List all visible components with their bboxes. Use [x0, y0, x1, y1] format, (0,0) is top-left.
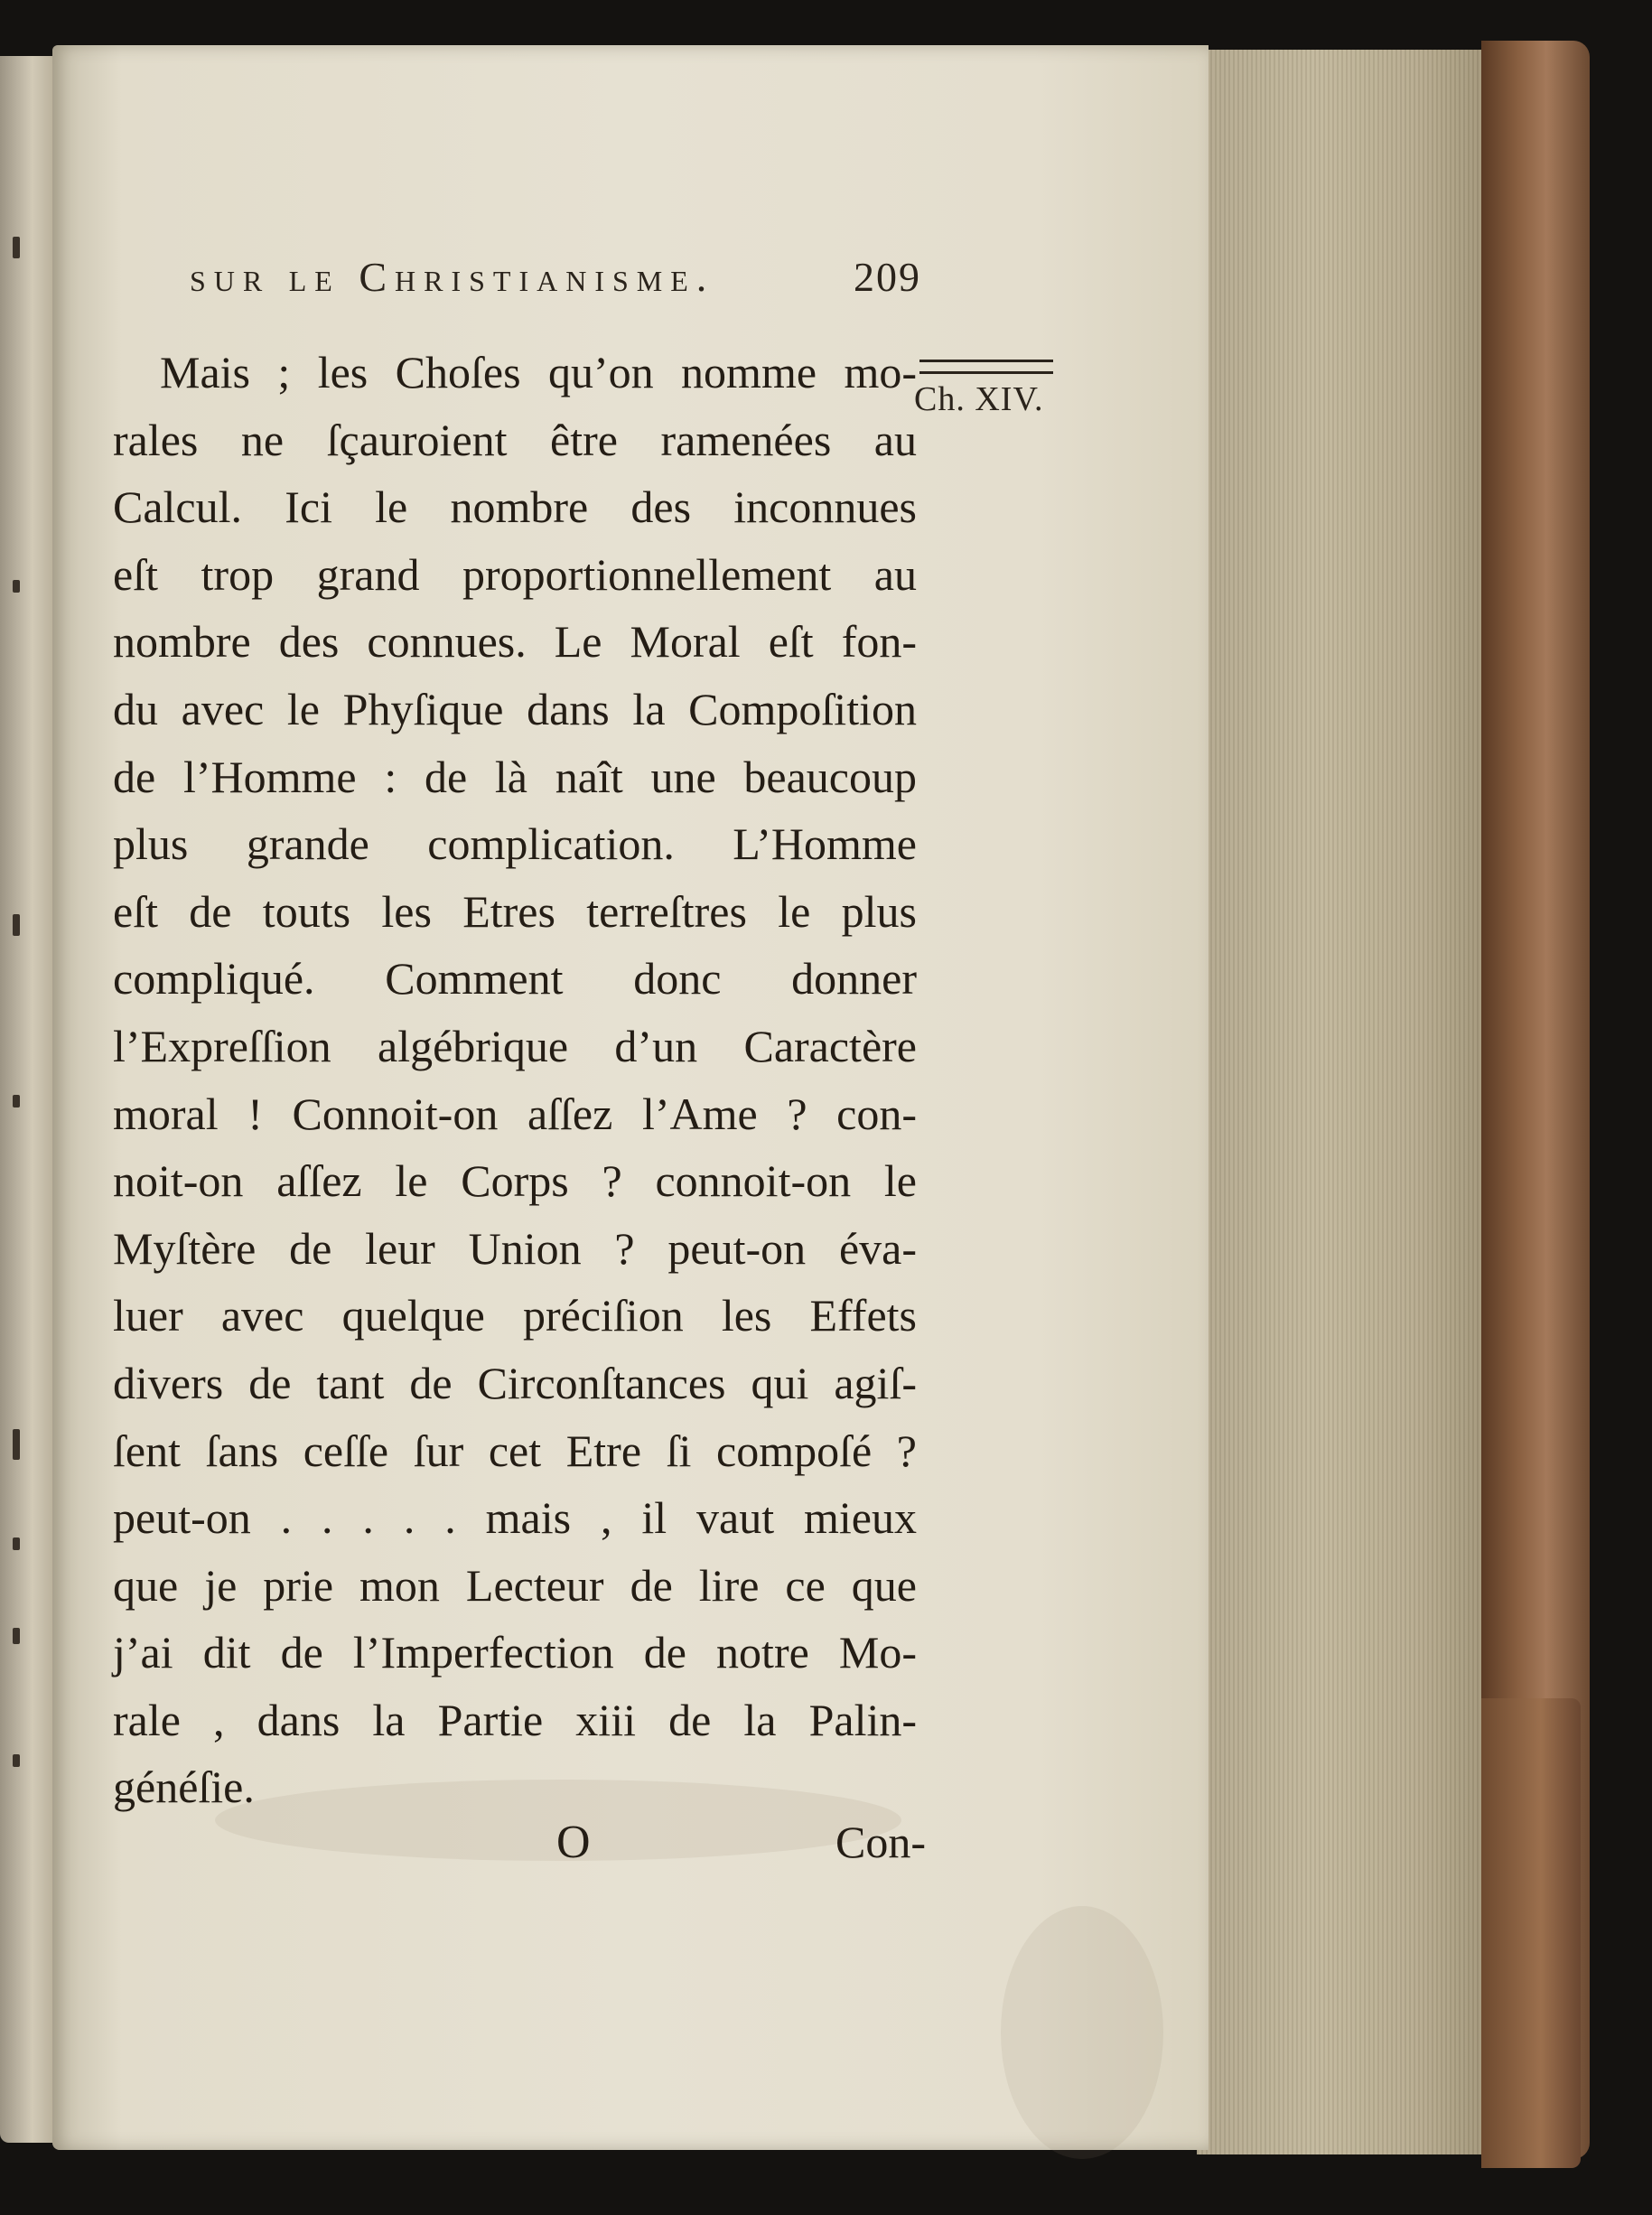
text-line: compliqué. Comment donc donner [113, 953, 917, 1005]
catchword: Con- [835, 1817, 926, 1867]
margin-rule [919, 360, 1053, 374]
page-number: 209 [854, 254, 921, 300]
text-line: généſie. [113, 1762, 255, 1813]
text-line: rales ne ſçauroient être ramenées au [113, 414, 917, 465]
text-line: que je prie mon Lecteur de lire ce que [113, 1559, 917, 1611]
text-line: de l’Homme : de là naît une beaucoup [113, 751, 917, 802]
text-line: l’Expreſſion algébrique d’un Caractère [113, 1020, 917, 1071]
body-text [113, 339, 917, 1829]
text-line: moral ! Connoit-on aſſez l’Ame ? con- [113, 1088, 917, 1139]
text-line: j’ai dit de l’Imperfection de notre Mo- [113, 1627, 917, 1678]
previous-page-ink-marks [5, 56, 42, 2143]
text-line: eſt trop grand proportionnellement au [113, 548, 917, 600]
text-line: Calcul. Ici le nombre des inconnues [113, 481, 917, 533]
text-line: nombre des connues. Le Moral eſt fon- [113, 616, 917, 668]
text-line: noit-on aſſez le Corps ? connoit-on le [113, 1155, 917, 1207]
margin-note-chapter: Ch. XIV. [914, 380, 1044, 418]
signature-mark: O [556, 1817, 591, 1868]
running-head-title: sur le Christianisme. [190, 254, 715, 300]
previous-page-edge [0, 56, 54, 2143]
text-line: Myſtère de leur Union ? peut-on éva- [113, 1222, 917, 1274]
text-line: divers de tant de Circonſtances qui agiſ- [113, 1357, 917, 1408]
text-line: eſt de touts les Etres terreſtres le plus [113, 885, 917, 937]
text-line: du avec le Phyſique dans la Compoſition [113, 683, 917, 734]
text-line: peut-on . . . . . mais , il vaut mieux [113, 1492, 917, 1544]
text-line: plus grande complication. L’Homme [113, 818, 917, 870]
leather-cover-lower [1481, 1698, 1581, 2168]
text-line: rale , dans la Partie xiii de la Palin- [113, 1694, 917, 1745]
text-line: luer avec quelque préciſion les Effets [113, 1290, 917, 1341]
running-head [190, 253, 921, 316]
text-line: ſent ſans ceſſe ſur cet Etre ſi compoſé ? [113, 1425, 917, 1476]
book-fore-edge [1197, 50, 1495, 2154]
page-crease [1001, 1906, 1163, 2159]
text-line: Mais ; les Choſes qu’on nomme mo- [160, 347, 917, 397]
